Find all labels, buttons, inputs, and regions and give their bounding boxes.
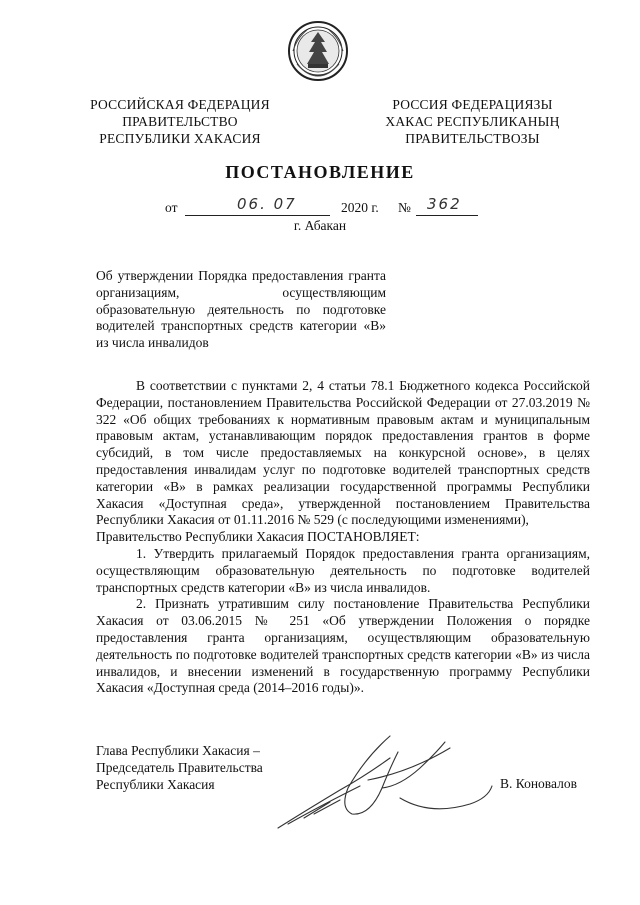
header-left-line: РОССИЙСКАЯ ФЕДЕРАЦИЯ: [90, 97, 270, 112]
date-underline: [185, 215, 330, 216]
date-day-month: 06. 07: [237, 195, 297, 213]
signatory-position-line: Председатель Правительства: [96, 760, 263, 775]
document-type-title: ПОСТАНОВЛЕНИЕ: [225, 162, 415, 182]
date-year: 2020 г.: [341, 200, 379, 215]
body-paragraph: В соответствии с пунктами 2, 4 статьи 78.1 Бюджетного кодекса Российской Федерации, постановлением Правительства Российской Федерации от 27.03.2019 № 322 «Об общих требованиях к нормативным правовым актам и муниципальным правовым актам, устанавливающим порядок предоставления грантов в форме субсидий, в том числе предоставляемых на конкурсной основе», в целях предоставления инвалидам услуг по подготовке водителей транспортных средств категории «В» в рамках реализации государственной программы Республики Хакасия «Доступная среда», утвержденной постановлением Правительства Республики Хакасия от 01.11.2016 № 529 (с последующими изменениями),: [96, 378, 590, 528]
document-body: [96, 378, 590, 697]
body-paragraph: 1. Утвердить прилагаемый Порядок предоставления гранта организациям, осуществляющим образовательную деятельность по подготовке водителей транспортных средств категории «В» из числа инвалидов.: [96, 545, 590, 595]
body-paragraph: Правительство Республики Хакасия ПОСТАНОВЛЯЕТ:: [96, 529, 420, 545]
signatory-name: В. Коновалов: [500, 776, 577, 791]
header-right-line: ПРАВИТЕЛЬСТВОЗЫ: [405, 131, 540, 146]
header-right-line: ХАКАС РЕСПУБЛИКАНЫҢ: [385, 114, 560, 129]
number-sign: №: [398, 200, 411, 215]
signatory-position-line: Республики Хакасия: [96, 777, 215, 792]
signatory-position: [96, 742, 296, 793]
date-number-line: [165, 197, 495, 219]
signatory-position-line: Глава Республики Хакасия –: [96, 743, 260, 758]
body-paragraph: 2. Признать утратившим силу постановление Правительства Республики Хакасия от 03.06.2015 № 251 «Об утверждении Положения о порядке предоставления гранта организациям, осуществляющим образовательную деятельность по подготовке водителей транспортных средств категории «В» из числа инвалидов, и внесении изменений в государственную программу Республики Хакасия «Доступная среда (2014–2016 годы)».: [96, 596, 590, 696]
document-subject: Об утверждении Порядка предоставления гранта организациям, осуществляющим образовательную деятельность по подготовке водителей транспортных средств категории «В» из числа инвалидов: [96, 268, 386, 351]
date-prefix: от: [165, 200, 178, 215]
header-left-line: ПРАВИТЕЛЬСТВО: [122, 114, 238, 129]
number-underline: [416, 215, 478, 216]
header-left-block: [70, 96, 290, 147]
header-left-line: РЕСПУБЛИКИ ХАКАСИЯ: [99, 131, 261, 146]
header-right-block: [355, 96, 590, 147]
coat-of-arms-icon: [287, 20, 349, 82]
header-right-line: РОССИЯ ФЕДЕРАЦИЯЗЫ: [392, 97, 553, 112]
city-label: г. Абакан: [293, 218, 347, 233]
document-number: 362: [427, 195, 462, 213]
handwritten-signature: [270, 728, 500, 838]
